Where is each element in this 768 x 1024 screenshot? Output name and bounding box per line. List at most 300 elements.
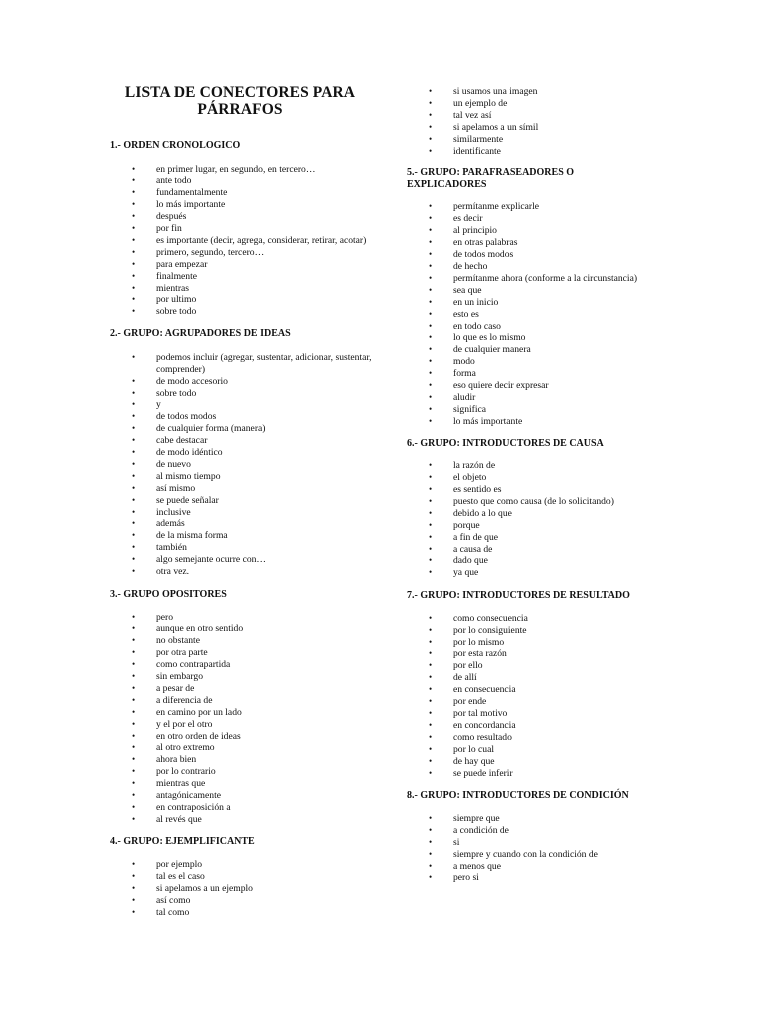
bullet-icon: • xyxy=(132,246,136,257)
list-item xyxy=(110,895,375,907)
bullet-icon: • xyxy=(132,671,136,682)
list-item-text: ya que xyxy=(453,567,479,579)
bullet-icon: • xyxy=(429,848,433,859)
bullet-icon: • xyxy=(132,611,136,622)
bullet-icon: • xyxy=(429,320,433,331)
bullet-icon: • xyxy=(429,284,433,295)
bullet-icon: • xyxy=(132,447,136,458)
list-item xyxy=(407,684,707,696)
list-item-text: pero xyxy=(156,611,174,623)
list-item-text: a fin de que xyxy=(453,531,499,543)
list-item xyxy=(407,508,707,520)
bullet-icon: • xyxy=(132,234,136,245)
list-item xyxy=(110,802,375,814)
list-item-text: se puede señalar xyxy=(156,494,219,506)
list-item-text: mientras xyxy=(156,282,190,294)
list-item-text: en todo caso xyxy=(453,320,501,332)
bullet-icon: • xyxy=(132,187,136,198)
list-item-text: de la misma forma xyxy=(156,530,228,542)
list-item xyxy=(407,122,707,134)
list-item xyxy=(110,695,375,707)
list-item xyxy=(407,416,707,428)
section-heading-5-line-1: 5.- GRUPO: PARAFRASEADORES O xyxy=(407,167,575,179)
bullet-icon: • xyxy=(132,518,136,529)
list-item xyxy=(407,660,707,672)
list-item-text: por lo contrario xyxy=(156,766,216,778)
bullet-icon: • xyxy=(132,718,136,729)
bullet-icon: • xyxy=(132,802,136,812)
list-item xyxy=(407,332,707,344)
bullet-icon: • xyxy=(132,482,136,493)
bullet-icon: • xyxy=(132,258,136,269)
bullet-icon: • xyxy=(132,706,136,717)
list-item xyxy=(110,435,375,447)
list-item-text: es decir xyxy=(453,213,483,225)
list-item-text: por ende xyxy=(453,696,487,708)
list-section-5 xyxy=(407,201,707,427)
list-item xyxy=(110,411,375,423)
list-item xyxy=(407,146,707,158)
list-item xyxy=(110,778,375,790)
list-item xyxy=(110,542,375,554)
list-item-text: después xyxy=(156,211,187,223)
list-item xyxy=(110,859,375,871)
bullet-icon: • xyxy=(429,684,433,695)
list-item xyxy=(110,187,375,199)
list-item xyxy=(110,175,375,187)
list-item-text: de todos modos xyxy=(156,411,217,423)
list-item-text: puesto que como causa (de lo solicitando) xyxy=(453,495,614,507)
bullet-icon: • xyxy=(132,435,136,446)
list-item xyxy=(110,671,375,683)
list-item-text: y xyxy=(156,399,161,411)
bullet-icon: • xyxy=(132,647,136,658)
bullet-icon: • xyxy=(429,507,433,518)
list-item xyxy=(110,388,375,400)
bullet-icon: • xyxy=(429,495,433,506)
list-item-text: por tal motivo xyxy=(453,707,508,719)
list-item-text: algo semejante ocurre con… xyxy=(156,554,267,566)
list-item-text: al otro extremo xyxy=(156,742,215,754)
list-item xyxy=(407,849,707,861)
bullet-icon: • xyxy=(132,175,136,186)
list-item xyxy=(407,213,707,225)
bullet-icon: • xyxy=(429,344,433,355)
bullet-icon: • xyxy=(429,237,433,248)
list-item xyxy=(407,708,707,720)
list-item-text: aunque en otro sentido xyxy=(156,623,244,635)
section-heading-7: 7.- GRUPO: INTRODUCTORES DE RESULTADO xyxy=(407,590,630,602)
title-line-2: PÁRRAFOS xyxy=(197,101,283,118)
bullet-icon: • xyxy=(429,380,433,391)
list-item xyxy=(110,719,375,731)
list-item-text: de nuevo xyxy=(156,458,191,470)
bullet-icon: • xyxy=(132,542,136,553)
list-item xyxy=(407,861,707,873)
list-item-text: y el por el otro xyxy=(156,718,213,730)
bullet-icon: • xyxy=(132,375,136,386)
list-item xyxy=(110,352,375,376)
list-item-text: de hay que xyxy=(453,755,495,767)
list-item xyxy=(407,201,707,213)
bullet-icon: • xyxy=(132,766,136,777)
list-item-text: tal como xyxy=(156,906,190,918)
list-item xyxy=(407,134,707,146)
bullet-icon: • xyxy=(132,306,136,317)
list-item-text: un ejemplo de xyxy=(453,97,508,109)
bullet-icon: • xyxy=(429,660,433,671)
bullet-icon: • xyxy=(429,483,433,494)
list-item-text: otra vez. xyxy=(156,566,190,578)
list-item xyxy=(407,732,707,744)
list-item-text: es importante (decir, agrega, considerar, retirar, acotar) xyxy=(156,234,367,246)
list-item-text: permítanme explicarle xyxy=(453,201,540,213)
list-item xyxy=(110,507,375,519)
list-item xyxy=(407,321,707,333)
bullet-icon: • xyxy=(429,272,433,283)
list-item-text: de modo accesorio xyxy=(156,375,228,387)
list-item-text: identificante xyxy=(453,145,501,157)
list-item xyxy=(110,447,375,459)
bullet-icon: • xyxy=(132,399,136,410)
document-title xyxy=(114,84,366,118)
bullet-icon: • xyxy=(429,824,433,835)
list-item xyxy=(407,625,707,637)
list-item xyxy=(407,544,707,556)
list-section-4 xyxy=(110,859,375,919)
list-item-text: como consecuencia xyxy=(453,612,528,624)
list-item xyxy=(110,766,375,778)
list-item xyxy=(110,612,375,624)
bullet-icon: • xyxy=(132,423,136,434)
list-item-text: al principio xyxy=(453,225,497,237)
bullet-icon: • xyxy=(132,682,136,693)
list-item xyxy=(110,495,375,507)
list-item xyxy=(407,496,707,508)
list-item-text: en otras palabras xyxy=(453,237,518,249)
list-item xyxy=(110,223,375,235)
list-item xyxy=(110,294,375,306)
bullet-icon: • xyxy=(429,672,433,683)
list-item xyxy=(407,648,707,660)
bullet-icon: • xyxy=(132,470,136,481)
bullet-icon: • xyxy=(429,460,433,471)
list-item-text: de allí xyxy=(453,672,477,684)
list-item xyxy=(110,871,375,883)
list-item xyxy=(407,460,707,472)
bullet-icon: • xyxy=(429,472,433,483)
list-item xyxy=(110,164,375,176)
section-heading-3: 3.- GRUPO OPOSITORES xyxy=(110,589,227,600)
bullet-icon: • xyxy=(429,567,433,578)
list-item xyxy=(110,754,375,766)
bullet-icon: • xyxy=(132,730,136,741)
section-heading-2: 2.- GRUPO: AGRUPADORES DE IDEAS xyxy=(110,328,291,340)
bullet-icon: • xyxy=(429,719,433,730)
bullet-icon: • xyxy=(429,403,433,414)
list-item-text: sobre todo xyxy=(156,387,197,399)
bullet-icon: • xyxy=(132,282,136,293)
bullet-icon: • xyxy=(132,566,136,577)
list-item xyxy=(407,825,707,837)
list-item xyxy=(110,814,375,826)
list-item-text: fundamentalmente xyxy=(156,187,228,199)
list-item xyxy=(407,872,707,884)
list-item xyxy=(407,368,707,380)
bullet-icon: • xyxy=(132,742,136,753)
bullet-icon: • xyxy=(429,543,433,554)
list-item xyxy=(407,261,707,273)
bullet-icon: • xyxy=(429,213,433,224)
list-item-text: siempre y cuando con la condición de xyxy=(453,848,598,860)
list-item-text: en contraposición a xyxy=(156,802,231,813)
list-item xyxy=(407,237,707,249)
bullet-icon: • xyxy=(132,906,136,917)
list-item xyxy=(110,554,375,566)
list-item-text: para empezar xyxy=(156,258,208,270)
bullet-icon: • xyxy=(132,859,136,870)
list-item xyxy=(407,273,707,285)
list-item xyxy=(407,756,707,768)
list-item-text: por ello xyxy=(453,660,483,672)
list-item-text: se puede inferir xyxy=(453,767,513,779)
list-item-text: cabe destacar xyxy=(156,435,208,447)
list-item-text: si usamos una imagen xyxy=(453,86,538,97)
list-item-text: en otro orden de ideas xyxy=(156,730,241,742)
list-section-3 xyxy=(110,612,375,826)
list-item-text: como contrapartida xyxy=(156,659,231,671)
list-item-text: sobre todo xyxy=(156,306,197,318)
bullet-icon: • xyxy=(132,623,136,634)
bullet-icon: • xyxy=(132,694,136,705)
bullet-icon: • xyxy=(429,872,433,883)
left-column xyxy=(110,84,375,919)
list-item xyxy=(110,471,375,483)
bullet-icon: • xyxy=(429,145,433,156)
list-item xyxy=(110,399,375,411)
list-section-7 xyxy=(407,613,707,780)
list-item-text: sea que xyxy=(453,284,482,296)
bullet-icon: • xyxy=(429,636,433,647)
list-section-1 xyxy=(110,164,375,319)
bullet-icon: • xyxy=(429,767,433,778)
list-item-text: permítanme ahora (conforme a la circunstancia) xyxy=(453,272,638,284)
list-item xyxy=(110,376,375,388)
list-item-text: por lo cual xyxy=(453,743,495,755)
list-item xyxy=(407,249,707,261)
list-item-text: por otra parte xyxy=(156,647,208,659)
list-item xyxy=(110,907,375,919)
list-item-text: a condición de xyxy=(453,824,509,836)
list-item xyxy=(110,306,375,318)
list-section-4-continued xyxy=(407,86,707,157)
list-item xyxy=(407,813,707,825)
bullet-icon: • xyxy=(429,415,433,426)
list-item-text: si apelamos a un ejemplo xyxy=(156,883,253,895)
section-heading-8: 8.- GRUPO: INTRODUCTORES DE CONDICIÓN xyxy=(407,790,629,802)
bullet-icon: • xyxy=(429,97,433,108)
list-item-text: como resultado xyxy=(453,731,512,743)
bullet-icon: • xyxy=(429,731,433,742)
right-column xyxy=(407,86,707,884)
section-heading-6: 6.- GRUPO: INTRODUCTORES DE CAUSA xyxy=(407,437,604,449)
list-item-text: no obstante xyxy=(156,635,200,647)
list-item xyxy=(110,683,375,695)
list-item xyxy=(407,225,707,237)
bullet-icon: • xyxy=(132,659,136,670)
bullet-icon: • xyxy=(132,494,136,505)
list-item xyxy=(407,98,707,110)
list-item-text: de todos modos xyxy=(453,249,514,261)
list-item xyxy=(407,309,707,321)
list-item-text: por ultimo xyxy=(156,294,197,306)
list-item xyxy=(110,271,375,283)
list-item xyxy=(407,567,707,579)
list-section-8 xyxy=(407,813,707,884)
list-item-text: finalmente xyxy=(156,270,198,282)
list-item-text: si xyxy=(453,836,460,848)
bullet-icon: • xyxy=(429,308,433,319)
bullet-icon: • xyxy=(132,411,136,422)
list-item-text: por lo consiguiente xyxy=(453,624,527,636)
bullet-icon: • xyxy=(132,351,136,362)
list-item-text: modo xyxy=(453,356,475,368)
list-item-text: inclusive xyxy=(156,506,191,518)
bullet-icon: • xyxy=(429,860,433,871)
list-item-text: por lo mismo xyxy=(453,636,505,648)
list-item-text: en consecuencia xyxy=(453,684,516,696)
list-item-text: además xyxy=(156,518,185,530)
list-item xyxy=(110,566,375,578)
section-heading-4: 4.- GRUPO: EJEMPLIFICANTE xyxy=(110,835,255,847)
list-item-text: pero si xyxy=(453,872,479,884)
list-item xyxy=(110,742,375,754)
bullet-icon: • xyxy=(429,555,433,566)
bullet-icon: • xyxy=(429,86,433,96)
bullet-icon: • xyxy=(132,294,136,305)
bullet-icon: • xyxy=(429,332,433,343)
bullet-icon: • xyxy=(429,121,433,132)
list-item xyxy=(110,199,375,211)
list-item xyxy=(110,623,375,635)
list-item xyxy=(110,635,375,647)
bullet-icon: • xyxy=(429,836,433,847)
list-item xyxy=(110,459,375,471)
list-item-text: por esta razón xyxy=(453,648,507,660)
list-item xyxy=(110,259,375,271)
list-item-text: de hecho xyxy=(453,260,488,272)
list-item xyxy=(110,235,375,247)
bullet-icon: • xyxy=(132,635,136,646)
bullet-icon: • xyxy=(132,199,136,210)
bullet-icon: • xyxy=(132,778,136,789)
bullet-icon: • xyxy=(132,554,136,565)
bullet-icon: • xyxy=(429,696,433,707)
list-item-text: a pesar de xyxy=(156,682,195,694)
bullet-icon: • xyxy=(429,260,433,271)
list-item xyxy=(407,344,707,356)
list-item-text: podemos incluir (agregar, sustentar, adicionar, sustentar, comprender) xyxy=(156,351,372,375)
list-item xyxy=(407,672,707,684)
bullet-icon: • xyxy=(132,270,136,281)
list-item-text: debido a lo que xyxy=(453,507,512,519)
section-heading-5 xyxy=(407,167,707,190)
list-item-text: a menos que xyxy=(453,860,501,872)
bullet-icon: • xyxy=(429,225,433,236)
bullet-icon: • xyxy=(132,883,136,894)
list-item xyxy=(407,837,707,849)
list-item-text: al mismo tiempo xyxy=(156,470,221,482)
list-item-text: por fin xyxy=(156,223,182,235)
bullet-icon: • xyxy=(132,506,136,517)
list-item xyxy=(407,532,707,544)
bullet-icon: • xyxy=(132,223,136,234)
list-item-text: tal vez así xyxy=(453,109,492,121)
list-item-text: porque xyxy=(453,519,480,531)
list-item-text: significa xyxy=(453,403,487,415)
bullet-icon: • xyxy=(132,754,136,765)
bullet-icon: • xyxy=(429,612,433,623)
list-item xyxy=(407,297,707,309)
list-item xyxy=(407,110,707,122)
list-item-text: primero, segundo, tercero… xyxy=(156,246,265,258)
list-item-text: lo que es lo mismo xyxy=(453,332,526,344)
list-item xyxy=(110,883,375,895)
list-item xyxy=(407,285,707,297)
list-item xyxy=(110,247,375,259)
list-item-text: ahora bien xyxy=(156,754,197,766)
bullet-icon: • xyxy=(429,296,433,307)
list-item-text: en un inicio xyxy=(453,296,499,308)
list-item-text: tal es el caso xyxy=(156,871,205,883)
list-item xyxy=(110,731,375,743)
bullet-icon: • xyxy=(429,519,433,530)
list-item-text: es sentido es xyxy=(453,483,502,495)
bullet-icon: • xyxy=(429,368,433,379)
list-item-text: por ejemplo xyxy=(156,859,203,871)
bullet-icon: • xyxy=(132,387,136,398)
list-item xyxy=(407,613,707,625)
list-item-text: antagónicamente xyxy=(156,790,221,802)
bullet-icon: • xyxy=(429,109,433,120)
list-item xyxy=(110,707,375,719)
bullet-icon: • xyxy=(132,458,136,469)
list-section-2 xyxy=(110,352,375,578)
bullet-icon: • xyxy=(132,211,136,222)
section-heading-5-line-2: EXPLICADORES xyxy=(407,178,487,190)
title-line-1: LISTA DE CONECTORES PARA xyxy=(124,84,356,101)
list-item-text: eso quiere decir expresar xyxy=(453,380,549,392)
list-item-text: a diferencia de xyxy=(156,694,213,706)
list-item-text: así como xyxy=(156,895,191,907)
list-item-text: sin embargo xyxy=(156,671,203,683)
bullet-icon: • xyxy=(132,790,136,801)
list-item xyxy=(110,790,375,802)
list-item-text: a causa de xyxy=(453,543,493,555)
bullet-icon: • xyxy=(429,356,433,367)
bullet-icon: • xyxy=(132,163,136,174)
list-item xyxy=(110,283,375,295)
list-item xyxy=(407,484,707,496)
list-item xyxy=(407,404,707,416)
bullet-icon: • xyxy=(429,648,433,659)
list-item-text: la razón de xyxy=(453,460,496,472)
list-item-text: ante todo xyxy=(156,175,192,187)
list-item-text: lo más importante xyxy=(156,199,226,211)
list-item xyxy=(407,720,707,732)
list-item-text: esto es xyxy=(453,308,479,320)
bullet-icon: • xyxy=(132,871,136,882)
